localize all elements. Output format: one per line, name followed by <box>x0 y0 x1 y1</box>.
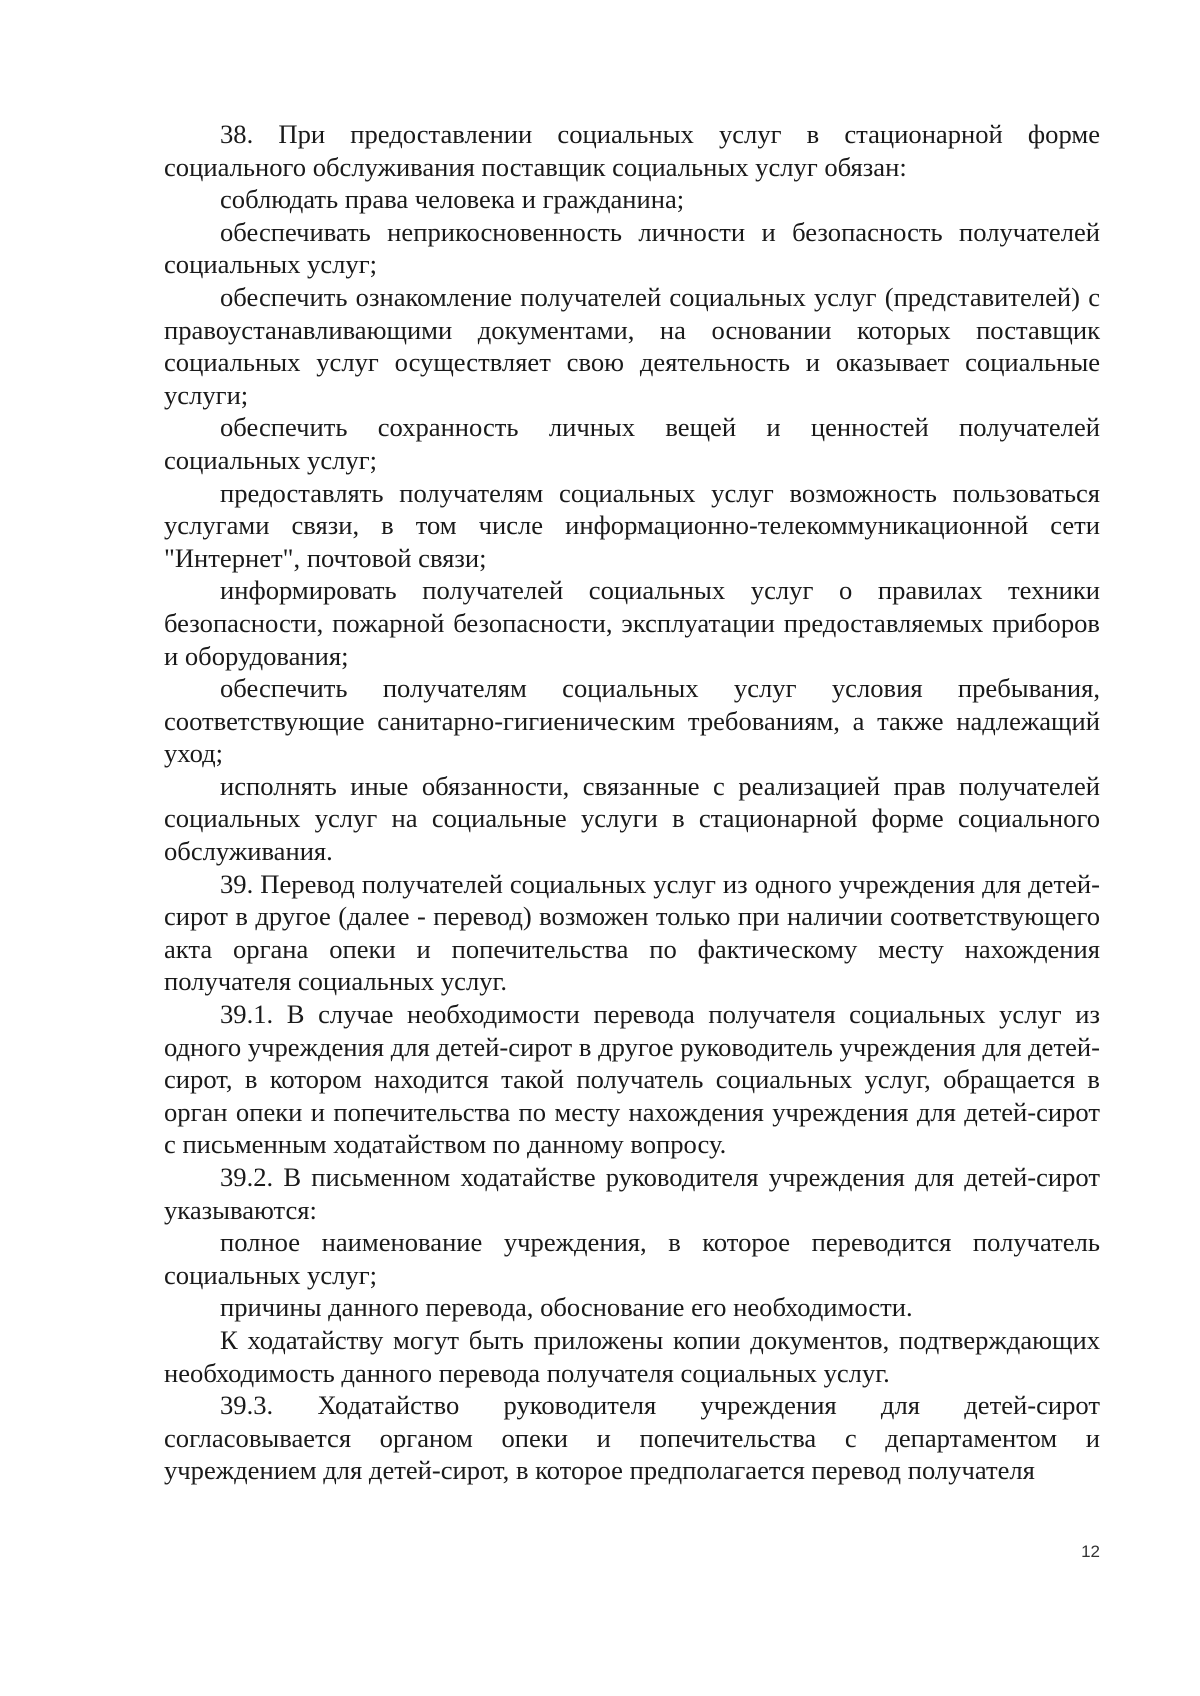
paragraph-institution-name: полное наименование учреждения, в которое переводится получатель социальных услуг; <box>164 1227 1100 1290</box>
paragraph-communication-services: предоставлять получателям социальных услуг возможность пользоваться услугами связи, в том числе информационно-телекоммуникационной сети "Интернет", почтовой связи; <box>164 477 1100 573</box>
paragraph-39-3: 39.3. Ходатайство руководителя учреждения для детей-сирот согласовывается органом опеки и попечительства с департаментом и учреждением для детей-сирот, в которое предполагается перевод получателя <box>164 1390 1100 1486</box>
paragraph-property-safekeeping: обеспечить сохранность личных вещей и ценностей получателей социальных услуг; <box>164 412 1100 475</box>
paragraph-personal-safety: обеспечивать неприкосновенность личности и безопасность получателей социальных услуг; <box>164 216 1100 280</box>
paragraph-safety-information: информировать получателей социальных услуг о правилах техники безопасности, пожарной безопасности, эксплуатации предоставляемых приборов и оборудования; <box>164 575 1100 671</box>
paragraph-attachments: К ходатайству могут быть приложены копии документов, подтверждающих необходимость данного перевода получателя социальных услуг. <box>164 1324 1100 1388</box>
page-number: 12 <box>1081 1542 1100 1561</box>
paragraph-human-rights: соблюдать права человека и гражданина; <box>220 184 685 215</box>
paragraph-document-familiarization: обеспечить ознакомление получателей социальных услуг (представителей) с правоустанавливающими документами, на основании которых поставщик социальных услуг осуществляет свою деятельность и оказывает социальные услуги; <box>164 281 1100 410</box>
paragraph-other-duties: исполнять иные обязанности, связанные с реализацией прав получателей социальных услуг на социальные услуги в стационарной форме социального обслуживания. <box>164 770 1100 867</box>
paragraph-38: 38. При предоставлении социальных услуг в стационарной форме социального обслуживания поставщик социальных услуг обязан: <box>164 119 1100 182</box>
document-body <box>164 118 1100 1487</box>
paragraph-39-1: 39.1. В случае необходимости перевода получателя социальных услуг из одного учреждения для детей-сирот в другое руководитель учреждения для детей-сирот, в котором находится такой получатель социальных услуг, обращается в орган опеки и попечительства по месту нахождения учреждения для детей-сирот с письменным ходатайством по данному вопросу. <box>164 999 1100 1160</box>
paragraph-transfer-reasons: причины данного перевода, обоснование его необходимости. <box>220 1292 913 1323</box>
paragraph-39-2: 39.2. В письменном ходатайстве руководителя учреждения для детей-сирот указываются: <box>164 1162 1100 1225</box>
paragraph-living-conditions: обеспечить получателям социальных услуг условия пребывания, соответствующие санитарно-гигиеническим требованиям, а также надлежащий уход; <box>164 673 1100 769</box>
paragraph-39: 39. Перевод получателей социальных услуг из одного учреждения для детей-сирот в другое (далее - перевод) возможен только при наличии соответствующего акта органа опеки и попечительства по фактическому месту нахождения получателя социальных услуг. <box>164 868 1100 997</box>
